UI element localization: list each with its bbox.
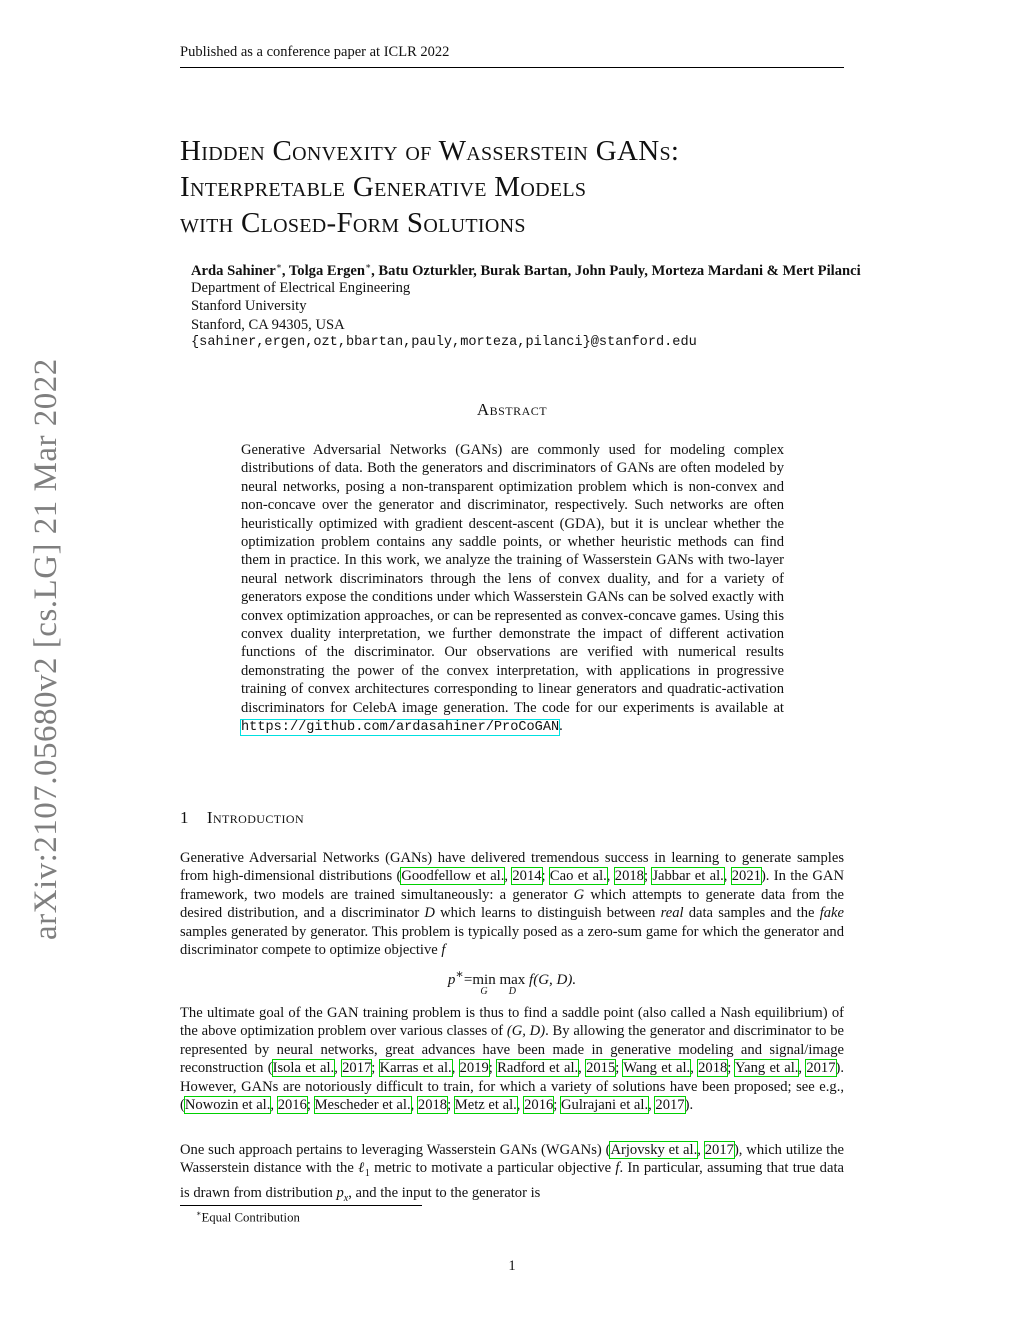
- paper-title: [180, 133, 880, 241]
- page-number: 1: [508, 1258, 516, 1274]
- section-heading: [180, 808, 304, 828]
- citation-link[interactable]: Radford et al.: [497, 1060, 579, 1077]
- author-list: Arda Sahiner∗, Tolga Ergen∗, Batu Ozturkler, Burak Bartan, John Pauly, Morteza Mardani & Mert Pilanci: [191, 261, 861, 279]
- citation-link[interactable]: 2018: [614, 868, 644, 885]
- equal-contrib-mark: ∗: [275, 261, 282, 271]
- intro-paragraph-2: The ultimate goal of the GAN training problem is thus to find a saddle point (also called a Nash equilibrium) of the above optimization problem over various classes of (G, D). By allowing the generator and discriminator to be represented by neural networks, great advances have been made in generative modeling and signal/image reconstruction (Isola et al., 2017; Karras et al., 2019; Radford et al., 2015; Wang et al., 2018; Yang et al., 2017). However, GANs are notoriously difficult to train, for which a variety of solutions have been proposed; see e.g., (Nowozin et al., 2016; Mescheder et al., 2018; Metz et al., 2016; Gulrajani et al., 2017).: [180, 1005, 845, 1114]
- citation-link[interactable]: 2017: [806, 1060, 836, 1077]
- footnote: ∗Equal Contribution: [196, 1209, 300, 1225]
- citation-link[interactable]: Goodfellow et al.: [401, 868, 505, 885]
- title-line-1: Hidden Convexity of Wasserstein GANs:: [180, 135, 680, 167]
- citation-link[interactable]: 2014: [512, 868, 542, 885]
- citation-link[interactable]: Arjovsky et al.: [610, 1142, 698, 1158]
- other-authors: Batu Ozturkler, Burak Bartan, John Pauly, Morteza Mardani & Mert Pilanci: [378, 262, 861, 279]
- running-header: Published as a conference paper at ICLR 2022: [180, 44, 844, 68]
- citation-link[interactable]: Mescheder et al.: [314, 1097, 411, 1114]
- citation-link[interactable]: Yang et al.: [735, 1060, 799, 1077]
- address: Stanford, CA 94305, USA: [191, 316, 345, 333]
- citation-link[interactable]: 2018: [698, 1060, 728, 1077]
- abstract-body: Generative Adversarial Networks (GANs) are commonly used for modeling complex distributions of data. Both the generators and discriminators of GANs are often modeled by neural networks, posing a non-transparent optimization problem which is non-convex and non-concave over the generator and discriminator, respectively. Such networks are often heuristically optimized with gradient descent-ascent (GDA), but it is unclear whether the optimization problem contains any saddle points, or whether heuristic methods can find them in practice. In this work, we analyze the training of Wasserstein GANs with two-layer neural network discriminators through the lens of convex duality, and for a variety of generators expose the conditions under which Wasserstein GANs can be solved exactly with convex optimization approaches, or can be represented as convex-concave games. Using this convex duality interpretation, we further demonstrate the impact of different activation functions of the discriminator. Our observations are verified with numerical results demonstrating the power of the convex interpretation, with applications in progressive training of convex architectures corresponding to linear generators and quadratic-activation discriminators for CelebA image generation. The code for our experiments is available at https://github.com/ardasahiner/ProCoGAN.: [241, 442, 784, 736]
- title-line-2: Interpretable Generative Models: [180, 171, 587, 203]
- title-line-3: with Closed-Form Solutions: [180, 207, 526, 239]
- abstract-text: Generative Adversarial Networks (GANs) are commonly used for modeling complex distributions of data. Both the generators and discriminators of GANs are often modeled by neural networks, posing a non-transparent optimization problem which is non-convex and non-concave over the generator and discriminator, respectively. Such networks are often heuristically optimized with gradient descent-ascent (GDA), but it is unclear whether the optimization problem contains any saddle points, or whether heuristic methods can find them in practice. In this work, we analyze the training of Wasserstein GANs with two-layer neural network discriminators through the lens of convex duality, and for a variety of generators expose the conditions under which Wasserstein GANs can be solved exactly with convex optimization approaches, or can be represented as convex-concave games. Using this convex duality interpretation, we further demonstrate the impact of different activation functions of the discriminator. Our observations are verified with numerical results demonstrating the power of the convex interpretation, with applications in progressive training of convex architectures corresponding to linear generators and quadratic-activation discriminators for CelebA image generation. The code for our experiments is available at: [241, 442, 784, 716]
- abstract-heading: Abstract: [476, 400, 548, 419]
- equal-contrib-mark: ∗: [365, 261, 372, 271]
- citation-link[interactable]: Nowozin et al.: [184, 1097, 271, 1114]
- citation-link[interactable]: Jabbar et al.: [652, 868, 724, 885]
- citation-link[interactable]: 2021: [731, 868, 761, 885]
- author-2: Tolga Ergen: [288, 262, 365, 279]
- citation-link[interactable]: 2016: [524, 1097, 554, 1114]
- citation-link[interactable]: Karras et al.: [379, 1060, 452, 1077]
- author-emails: {sahiner,ergen,ozt,bbartan,pauly,morteza,pilanci}@stanford.edu: [191, 335, 697, 351]
- equation-minmax: p∗=min G max D f(G, D).: [447, 967, 577, 997]
- section-title: Introduction: [206, 808, 305, 827]
- citation-link[interactable]: 2017: [704, 1142, 734, 1158]
- citation-link[interactable]: Gulrajani et al.: [560, 1097, 649, 1114]
- citation-link[interactable]: 2016: [277, 1097, 307, 1114]
- footnote-divider: [180, 1205, 422, 1206]
- intro-paragraph-3: One such approach pertains to leveraging Wasserstein GANs (WGANs) (Arjovsky et al., 2017), which utilize the Wasserstein distance with the ℓ$_1$ metric to motivate a particular objective f. In particular, assuming that true data is drawn from distribution $p_x$, and the input to the generator is: [180, 1142, 844, 1204]
- citation-link[interactable]: 2019: [459, 1060, 489, 1077]
- citation-link[interactable]: 2018: [417, 1097, 448, 1114]
- affiliation: [191, 279, 891, 353]
- code-link[interactable]: https://github.com/ardasahiner/ProCoGAN: [241, 720, 560, 736]
- intro-paragraph-1: Generative Adversarial Networks (GANs) have delivered tremendous success in learning to generate samples from high-dimensional distributions (Goodfellow et al., 2014; Cao et al., 2018; Jabbar et al., 2021). In the GAN framework, two models are trained simultaneously: a generator G which attempts to generate data from the desired distribution, and a discriminator D which learns to distinguish between real data samples and the fake samples generated by generator. This problem is typically posed as a zero-sum game for which the generator and discriminator compete to optimize objective f: [180, 850, 845, 959]
- citation-link[interactable]: 2017: [342, 1060, 372, 1077]
- citation-link[interactable]: 2015: [586, 1060, 616, 1077]
- university: Stanford University: [191, 298, 307, 315]
- citation-link[interactable]: Cao et al.: [549, 868, 607, 885]
- citation-link[interactable]: Isola et al.: [272, 1060, 335, 1077]
- citation-link[interactable]: 2017: [655, 1097, 685, 1114]
- arxiv-side-stamp: arXiv:2107.05680v2 [cs.LG] 21 Mar 2022: [28, 358, 64, 940]
- section-number: 1: [180, 808, 189, 827]
- author-1: Arda Sahiner: [191, 262, 276, 279]
- citation-link[interactable]: Wang et al.: [623, 1060, 691, 1077]
- citation-link[interactable]: Metz et al.: [454, 1097, 517, 1114]
- department: Department of Electrical Engineering: [191, 280, 411, 296]
